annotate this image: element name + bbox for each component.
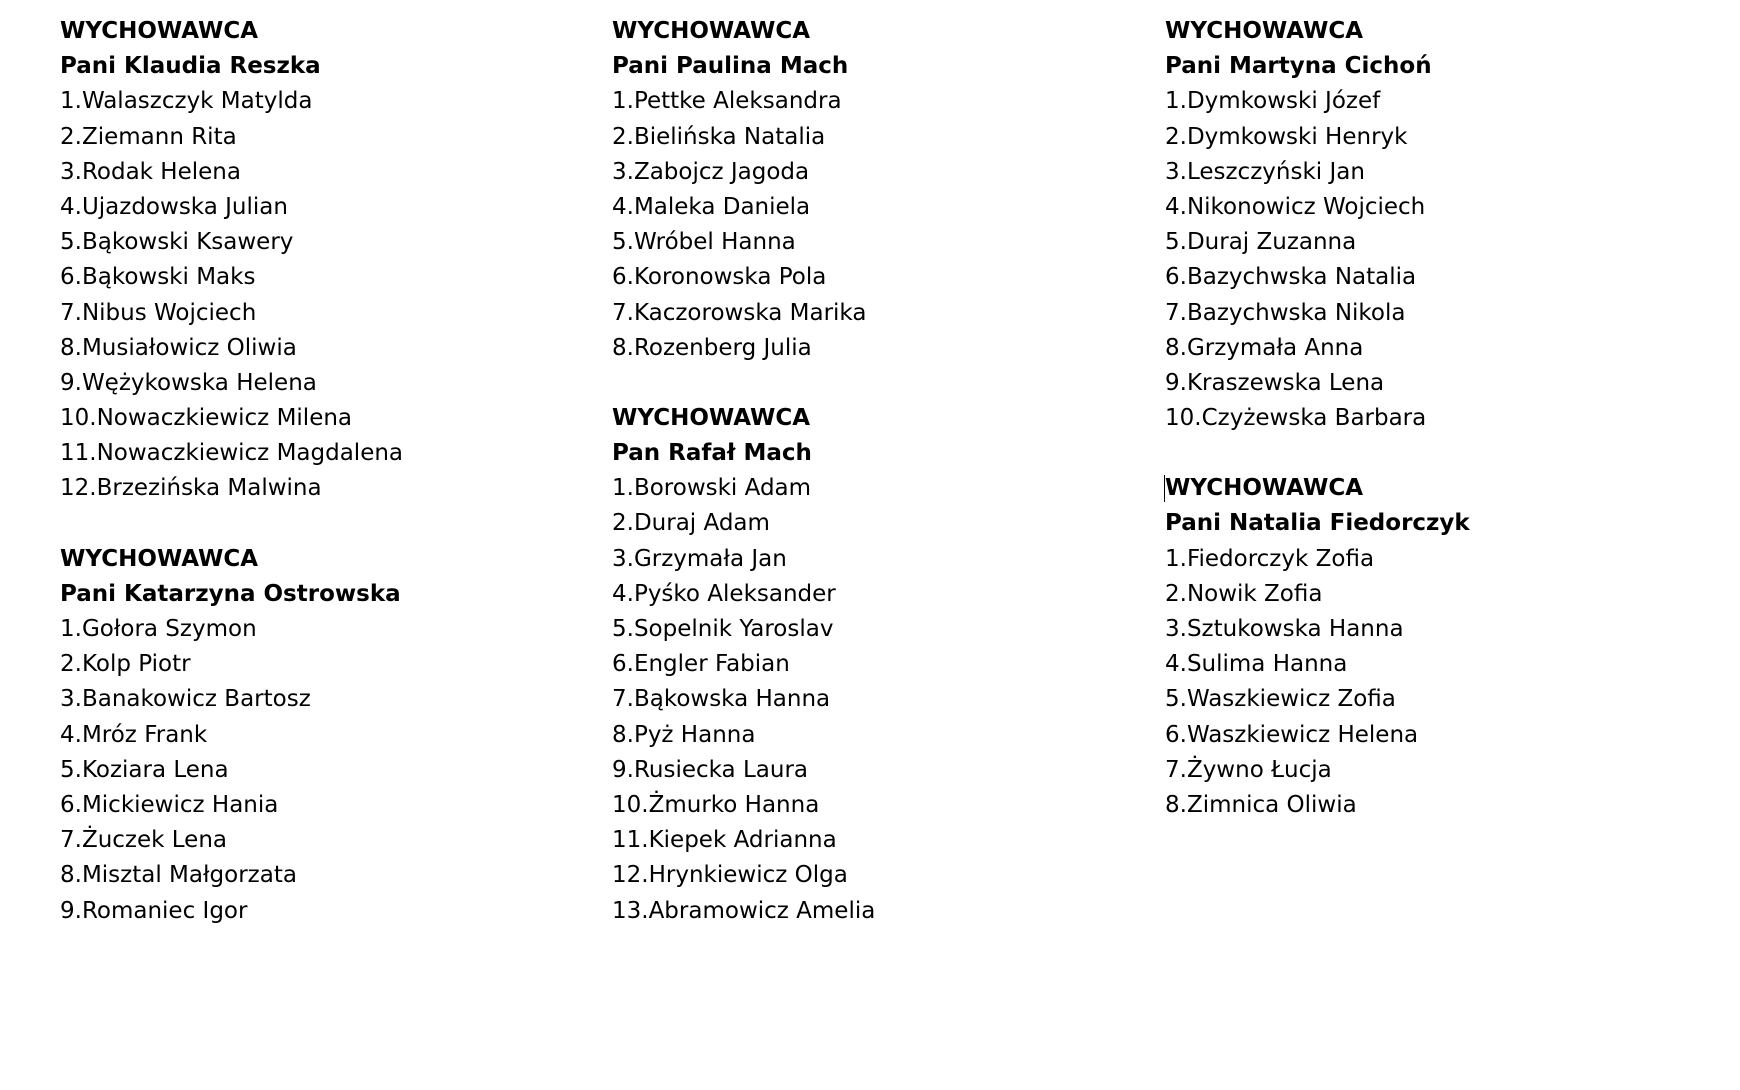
student-list <box>612 471 1152 928</box>
student-item: 4.Nikonowicz Wojciech <box>1165 193 1426 220</box>
student-item: 4.Ujazdowska Julian <box>60 193 288 220</box>
student-item: 1.Fiedorczyk Zofia <box>1165 545 1375 572</box>
student-item: 2.Duraj Adam <box>612 510 770 537</box>
group-heading: WYCHOWAWCA <box>612 404 811 431</box>
student-list <box>612 84 1152 366</box>
column-2 <box>612 14 1152 964</box>
student-item: 5.Waszkiewicz Zofia <box>1165 686 1396 713</box>
student-item: 6.Engler Fabian <box>612 651 790 678</box>
student-item: 10.Żmurko Hanna <box>612 791 820 818</box>
class-group <box>1165 471 1705 823</box>
student-item: 2.Bielińska Natalia <box>612 123 826 150</box>
student-item: 5.Wróbel Hanna <box>612 229 796 256</box>
student-item: 10.Nowaczkiewicz Milena <box>60 405 353 432</box>
student-item: 8.Musiałowicz Oliwia <box>60 334 297 361</box>
class-group <box>612 401 1152 929</box>
student-item: 9.Romaniec Igor <box>60 897 248 924</box>
student-item: 9.Rusiecka Laura <box>612 756 808 783</box>
student-item: 7.Bąkowska Hanna <box>612 686 831 713</box>
student-list <box>60 612 600 929</box>
teacher-name: Pan Rafał Mach <box>612 440 812 467</box>
student-item: 9.Kraszewska Lena <box>1165 369 1385 396</box>
student-item: 5.Bąkowski Ksawery <box>60 229 294 256</box>
student-item: 6.Bąkowski Maks <box>60 264 256 291</box>
student-item: 5.Sopelnik Yaroslav <box>612 616 834 642</box>
student-item: 1.Borowski Adam <box>612 475 812 502</box>
student-item: 4.Maleka Daniela <box>612 193 811 220</box>
class-group <box>612 14 1152 366</box>
text-cursor <box>1164 475 1165 502</box>
student-item: 5.Koziara Lena <box>60 756 229 783</box>
student-item: 5.Duraj Zuzanna <box>1165 229 1357 256</box>
student-item: 6.Mickiewicz Hania <box>60 791 279 818</box>
group-heading-text: WYCHOWAWCA <box>1165 475 1364 502</box>
teacher-name: Pani Katarzyna Ostrowska <box>60 580 401 607</box>
student-item: 3.Sztukowska Hanna <box>1165 616 1404 642</box>
teacher-name: Pani Natalia Fiedorczyk <box>1165 510 1470 537</box>
student-item: 10.Czyżewska Barbara <box>1165 405 1427 432</box>
student-item: 2.Nowik Zofia <box>1165 580 1323 607</box>
student-item: 8.Zimnica Oliwia <box>1165 791 1357 818</box>
student-item: 6.Waszkiewicz Helena <box>1165 721 1419 748</box>
student-item: 7.Żywno Łucja <box>1165 756 1332 783</box>
column-3 <box>1165 14 1705 858</box>
class-group <box>1165 14 1705 436</box>
student-item: 3.Zabojcz Jagoda <box>612 158 810 185</box>
student-item: 2.Dymkowski Henryk <box>1165 123 1408 150</box>
student-list <box>60 84 600 506</box>
student-item: 7.Bazychwska Nikola <box>1165 299 1406 326</box>
student-item: 4.Mróz Frank <box>60 721 208 748</box>
teacher-name: Pani Martyna Cichoń <box>1165 53 1432 80</box>
student-item: 3.Rodak Helena <box>60 158 241 185</box>
student-item: 3.Leszczyński Jan <box>1165 158 1365 185</box>
student-list <box>1165 84 1705 436</box>
student-item: 8.Pyż Hanna <box>612 721 756 748</box>
student-item: 6.Koronowska Pola <box>612 264 827 291</box>
student-item: 1.Pettke Aleksandra <box>612 88 842 115</box>
student-item: 9.Wężykowska Helena <box>60 369 317 396</box>
class-group <box>60 14 600 507</box>
student-item: 7.Kaczorowska Marika <box>612 299 867 326</box>
student-item: 7.Żuczek Lena <box>60 827 228 854</box>
column-1 <box>60 14 600 964</box>
student-item: 8.Rozenberg Julia <box>612 334 812 361</box>
teacher-name: Pani Paulina Mach <box>612 53 849 80</box>
student-item: 7.Nibus Wojciech <box>60 299 257 326</box>
student-item: 12.Hrynkiewicz Olga <box>612 862 848 889</box>
student-item: 2.Ziemann Rita <box>60 123 237 150</box>
student-item: 4.Sulima Hanna <box>1165 651 1348 678</box>
group-heading: WYCHOWAWCA <box>60 545 259 572</box>
group-heading[interactable] <box>1165 471 1705 506</box>
group-heading: WYCHOWAWCA <box>612 18 811 44</box>
student-item: 6.Bazychwska Natalia <box>1165 264 1417 291</box>
student-item: 1.Walaszczyk Matylda <box>60 88 313 115</box>
student-item: 8.Grzymała Anna <box>1165 334 1364 361</box>
student-item: 12.Brzezińska Malwina <box>60 475 322 502</box>
student-item: 2.Kolp Piotr <box>60 651 191 678</box>
teacher-name: Pani Klaudia Reszka <box>60 53 321 80</box>
student-item: 3.Grzymała Jan <box>612 545 787 572</box>
student-item: 4.Pyśko Aleksander <box>612 580 836 607</box>
group-heading: WYCHOWAWCA <box>1165 18 1364 44</box>
student-item: 1.Dymkowski Józef <box>1165 88 1381 115</box>
student-item: 11.Kiepek Adrianna <box>612 827 837 854</box>
student-item: 13.Abramowicz Amelia <box>612 897 876 924</box>
student-list <box>1165 542 1705 824</box>
class-group <box>60 542 600 929</box>
student-item: 8.Misztal Małgorzata <box>60 862 297 889</box>
student-item: 1.Gołora Szymon <box>60 616 257 642</box>
student-item: 11.Nowaczkiewicz Magdalena <box>60 440 404 467</box>
student-item: 3.Banakowicz Bartosz <box>60 686 311 713</box>
group-heading: WYCHOWAWCA <box>60 18 259 44</box>
